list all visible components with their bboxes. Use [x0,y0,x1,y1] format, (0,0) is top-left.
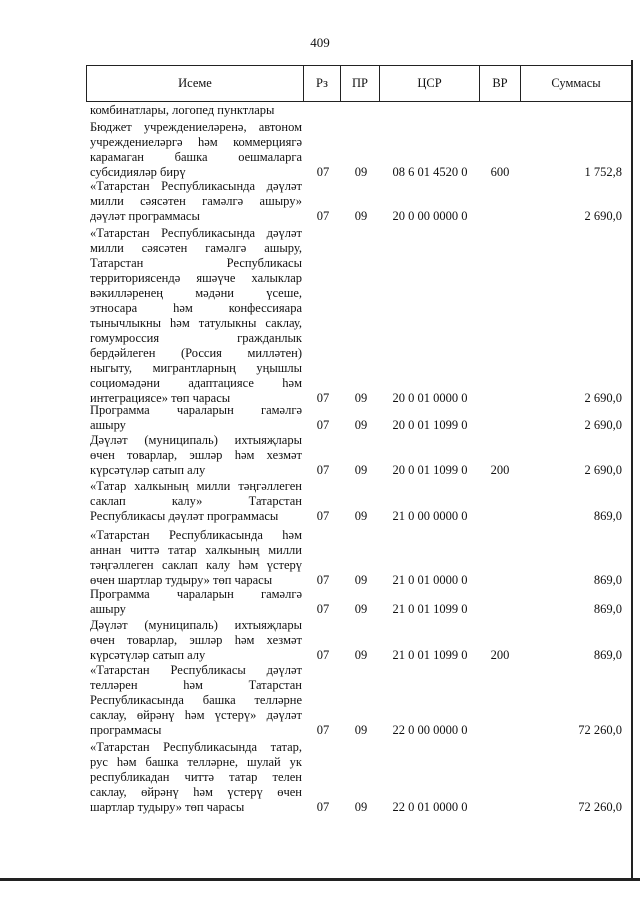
row-rz: 07 [316,723,330,737]
row-sum: 869,0 [593,509,622,523]
row-name-line: саклау, өйрәнү һәм үстерү өчен [90,785,302,799]
row-name-line: күрсәтүләр сатып алу [90,648,206,662]
header-csr: ЦСР [379,65,480,102]
row-pr: 09 [354,209,368,223]
header-pr: ПР [340,65,380,102]
row-name-line: Дәүләт (муниципаль) ихтыяҗлары [90,618,302,632]
row-pr: 09 [354,463,368,477]
row-name [90,528,302,588]
row-name-line: өчен товарлар, эшләр һәм хезмәт [90,633,302,647]
header-vr: ВР [479,65,521,102]
row-name-line: Республикасында башка телләрне [90,693,302,707]
row-pr: 09 [354,573,368,587]
row-vr: 200 [490,463,510,477]
row-name-line: «Татарстан Республикасында дәүләт [90,179,302,193]
row-name-line: социомәдәни адаптациясе һәм [90,376,302,390]
row-name-line: «Татарстан Республикасы дәүләт [90,663,302,677]
row-name-line: гомумроссия гражданлык [90,331,302,345]
row-sum: 2 690,0 [584,209,622,223]
row-pr: 09 [354,418,368,432]
row-name [90,433,302,478]
header-rz: Рз [303,65,341,102]
row-pr: 09 [354,165,368,179]
row-name-line: карамаган башка оешмаларга [90,150,302,164]
row-rz: 07 [316,602,330,616]
row-name-line: тәңгәллеген саклап калу һәм үстерү [90,558,302,572]
row-rz: 07 [316,800,330,814]
row-pr: 09 [354,648,368,662]
row-name [90,479,302,524]
row-sum: 869,0 [593,602,622,616]
row-name-line: телләрен һәм Татарстан [90,678,302,692]
row-name-line: бердәйлеген (Россия милләтен) [90,346,302,360]
row-name-line: саклау, өйрәнү һәм үстерү» дәүләт [90,708,302,722]
row-name-line: республикадан читтә татар телен [90,770,302,784]
row-name [90,587,302,617]
row-rz: 07 [316,648,330,662]
row-csr: 21 0 01 1099 0 [392,602,468,616]
row-pr: 09 [354,723,368,737]
row-name [90,740,302,815]
row-pr: 09 [354,800,368,814]
row-name-line: интеграциясе» төп чарасы [90,391,231,405]
row-name-line: субсидияләр бирү [90,165,186,179]
row-name-line: ашыру [90,602,126,616]
row-name [90,403,302,433]
row-name-line: ашыру [90,418,126,432]
header-name: Исеме [86,65,304,102]
row-name-line: Бюджет учреждениеләренә, автоном [90,120,302,134]
row-csr: 21 0 00 0000 0 [392,509,468,523]
row-csr: 20 0 00 0000 0 [392,209,468,223]
row-csr: 22 0 01 0000 0 [392,800,468,814]
row-name-line: өчен шартлар тудыру» төп чарасы [90,573,273,587]
row-csr: 21 0 01 1099 0 [392,648,468,662]
row-csr: 20 0 01 0000 0 [392,391,468,405]
row-sum: 72 260,0 [578,723,622,737]
row-rz: 07 [316,418,330,432]
row-name-line: Дәүләт (муниципаль) ихтыяҗлары [90,433,302,447]
row-name-line: шартлар тудыру» төп чарасы [90,800,245,814]
row-name [90,663,302,738]
row-name-line: саклап калу» Татарстан [90,494,302,508]
row-name-line: милли сәясәтен гамәлгә ашыру» [90,194,302,208]
row-name [90,103,302,118]
row-rz: 07 [316,463,330,477]
row-name-line: территориясендә яшәүче халыклар [90,271,302,285]
row-rz: 07 [316,209,330,223]
row-sum: 869,0 [593,648,622,662]
row-name-line: комбинатлары, логопед пунктлары [90,103,275,117]
row-rz: 07 [316,391,330,405]
row-name-line: программасы [90,723,162,737]
row-csr: 08 6 01 4520 0 [392,165,468,179]
row-name [90,226,302,406]
row-name-line: этносара һәм конфессияара [90,301,302,315]
row-pr: 09 [354,509,368,523]
row-csr: 21 0 01 0000 0 [392,573,468,587]
row-sum: 1 752,8 [584,165,622,179]
row-sum: 72 260,0 [578,800,622,814]
header-sum: Суммасы [520,65,632,102]
row-vr: 200 [490,648,510,662]
row-name-line: дәүләт программасы [90,209,200,223]
row-name-line: аннан читтә татар халкының милли [90,543,302,557]
row-name [90,120,302,180]
row-rz: 07 [316,509,330,523]
row-sum: 869,0 [593,573,622,587]
row-name-line: вәкилләренең мәдәни үсеше, [90,286,302,300]
row-name-line: ныгыту, мигрантларның уңышлы [90,361,302,375]
row-rz: 07 [316,165,330,179]
row-csr: 20 0 01 1099 0 [392,418,468,432]
row-name-line: өчен товарлар, эшләр һәм хезмәт [90,448,302,462]
row-sum: 2 690,0 [584,418,622,432]
row-pr: 09 [354,602,368,616]
row-name-line: Республикасы дәүләт программасы [90,509,279,523]
row-name-line: Программа чараларын гамәлгә [90,403,302,417]
row-name [90,179,302,224]
row-name-line: милли сәясәтен гамәлгә ашыру, [90,241,302,255]
row-vr: 600 [490,165,510,179]
row-name [90,618,302,663]
row-csr: 20 0 01 1099 0 [392,463,468,477]
row-name-line: «Татарстан Республикасында һәм [90,528,302,542]
row-pr: 09 [354,391,368,405]
row-sum: 2 690,0 [584,463,622,477]
row-name-line: Программа чараларын гамәлгә [90,587,302,601]
row-name-line: учреждениеләргә һәм коммерциягә [90,135,302,149]
row-name-line: Татарстан Республикасы [90,256,302,270]
row-name-line: «Татар халкының милли тәңгәллеген [90,479,302,493]
row-rz: 07 [316,573,330,587]
page-frame-right [631,60,633,880]
row-name-line: күрсәтүләр сатып алу [90,463,206,477]
row-csr: 22 0 00 0000 0 [392,723,468,737]
row-name-line: «Татарстан Республикасында дәүләт [90,226,302,240]
page-number: 409 [310,35,330,50]
row-name-line: тынычлыкны һәм татулыкны саклау, [90,316,302,330]
row-name-line: рус һәм башка телләрне, шулай ук [90,755,302,769]
row-sum: 2 690,0 [584,391,622,405]
page-frame-bottom [0,878,640,881]
row-name-line: «Татарстан Республикасында татар, [90,740,302,754]
